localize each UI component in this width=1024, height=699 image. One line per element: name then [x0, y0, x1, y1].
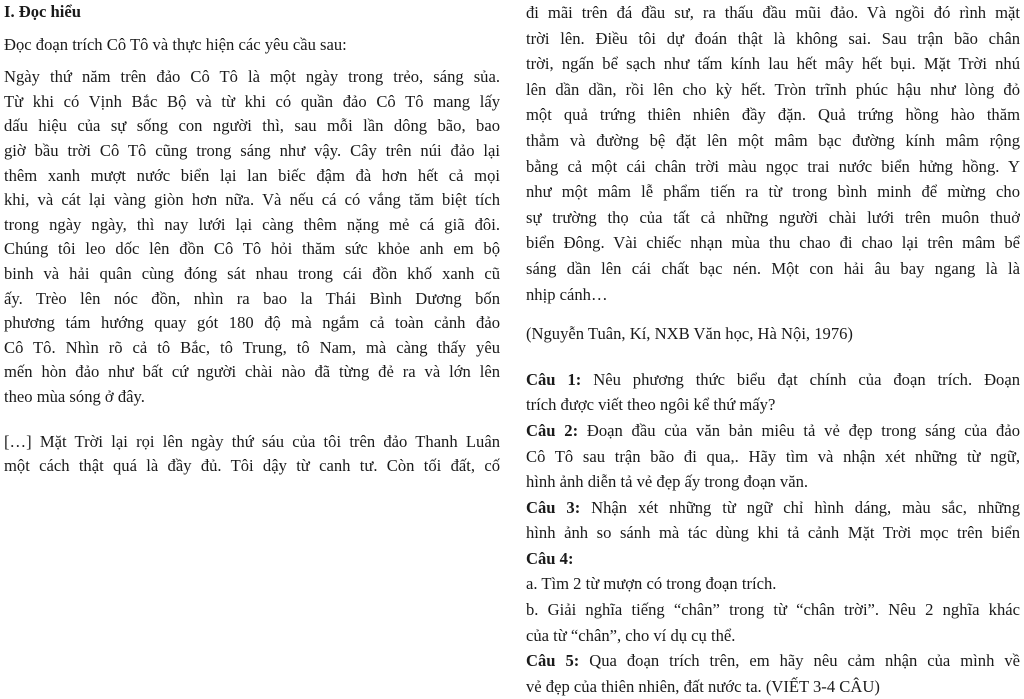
left-column: [4, 0, 500, 479]
passage-line: giờ bầu trời Cô Tô cũng trong sáng như vậy. Cây trên núi đảo lại: [4, 140, 500, 160]
question-text: hình ảnh so sánh mà tác dùng khi tả cảnh Mặt Trời mọc trên biển: [526, 523, 1020, 543]
question-label: Câu 1:: [526, 369, 582, 389]
passage-line: Chúng tôi leo dốc lên đồn Cô Tô hỏi thăm sức khỏe anh em bộ: [4, 239, 500, 259]
passage-line: bằng cả một cái chân trời màu ngọc trai nước biển hửng hồng. Y: [526, 156, 1020, 176]
passage-line: Ngày thứ năm trên đảo Cô Tô là một ngày trong trẻo, sáng sủa.: [4, 67, 500, 87]
passage-line: khi, và cát lại vàng giòn hơn nữa. Và nếu cá có vắng tăm biệt tích: [4, 190, 500, 210]
question-5: [526, 648, 1020, 699]
question-text: Cô Tô sau trận bão đi qua,. Hãy tìm và nhận xét những từ ngữ,: [526, 446, 1020, 466]
passage-paragraph-2: [4, 430, 500, 479]
question-text: Qua đoạn trích trên, em hãy nêu cảm nhận của mình về: [579, 651, 1020, 671]
passage-line: Cô Tô. Nhìn rõ cả tô Bắc, tô Trung, tô Nam, mà càng thấy yêu: [4, 337, 500, 357]
passage-line: một quả trứng thiên nhiên đầy đặn. Quả trứng hồng hào thăm: [526, 105, 1020, 125]
question-4: [526, 546, 1020, 648]
passage-line: Từ khi có Vịnh Bắc Bộ và từ khi có quần đảo Cô Tô mang lấy: [4, 91, 500, 111]
passage-line: thêm xanh mượt nước biển lại lan biếc đậm đà hơn hết cả mọi: [4, 165, 500, 185]
passage-line: đi mãi trên đá đầu sư, ra thấu đầu mũi đảo. Và ngồi đó rình mặt: [526, 3, 1020, 22]
instruction-text: Đọc đoạn trích Cô Tô và thực hiện các yêu cầu sau:: [4, 34, 347, 54]
passage-line: sự trường thọ của tất cả những người chài lưới trên muôn thuở: [526, 207, 1020, 227]
question-text: b. Giải nghĩa tiếng “chân” trong từ “chân trời”. Nêu 2 nghĩa khác: [526, 600, 1020, 620]
passage-line: thẳm và đường bệ đặt lên một mâm bạc đường kính mâm rộng: [526, 130, 1020, 150]
passage-line: mến hòn đảo như bất cứ người chài nào đã từng đẻ ra và lớn lên: [4, 362, 500, 382]
passage-line: ấy. Trèo lên nóc đồn, nhìn ra bao la Thái Bình Dương bốn: [4, 288, 500, 308]
question-label: Câu 4:: [526, 548, 574, 568]
section-heading: I. Đọc hiểu: [4, 2, 81, 21]
question-3: [526, 495, 1020, 546]
passage-line: sáng dần lên cái chất bạc nén. Một con hải âu bay ngang là là: [526, 258, 1020, 278]
passage-line: lên dần dần, rồi lên cho kỳ hết. Tròn trĩnh phúc hậu như lòng đỏ: [526, 79, 1020, 99]
question-2: [526, 418, 1020, 495]
question-text: Nhận xét những từ ngữ chỉ hình dáng, màu sắc, những: [580, 497, 1020, 517]
question-1: [526, 367, 1020, 418]
passage-line: trời, ngấn bể sạch như tấm kính lau hết mây hết bụi. Mặt Trời nhú: [526, 54, 1020, 74]
passage-line: nhịp cánh…: [526, 284, 608, 304]
question-text: Đoạn đầu của văn bản miêu tả vẻ đẹp trong sáng của đảo: [578, 420, 1020, 440]
question-label: Câu 3:: [526, 497, 581, 517]
passage-line: như một mâm lễ phẩm tiến ra từ trong bình minh để mừng cho: [526, 182, 1020, 202]
passage-line: dấu hiệu của sự sống con người thì, sau mỗi lần dông bão, bao: [4, 116, 500, 136]
question-label: Câu 2:: [526, 420, 579, 440]
question-text: hình ảnh diễn tả vẻ đẹp ấy trong đoạn văn.: [526, 472, 809, 492]
passage-line: biển Đông. Vài chiếc nhạn mùa thu chao đi chao lại trên mâm bể: [526, 233, 1020, 253]
question-text: a. Tìm 2 từ mượn có trong đoạn trích.: [526, 574, 777, 594]
passage-paragraph-1: [4, 65, 500, 409]
question-text: trích được viết theo ngôi kể thứ mấy?: [526, 395, 776, 415]
question-text: vẻ đẹp của thiên nhiên, đất nước ta. (VIẾT 3-4 CÂU): [526, 676, 880, 696]
right-column: [526, 0, 1020, 699]
passage-line: trời lên. Điều tôi dự đoán thật là không sai. Sau trận bão chân: [526, 28, 1020, 48]
passage-line: phương tám hướng quay gót 180 độ mà ngắm cả toàn cảnh đảo: [4, 313, 500, 333]
passage-line: một cách thật quá là đầy đủ. Tôi dậy từ canh tư. Còn tối đất, cố: [4, 456, 500, 476]
passage-continuation: [526, 0, 1020, 307]
question-label: Câu 5:: [526, 651, 580, 671]
passage-line: binh và hải quân cùng đóng sát nhau trong cái đồn khố xanh cũ: [4, 263, 500, 283]
passage-line: trong ngày ngày, thì nay lưới lại càng thêm nặng mẻ cá giã đôi.: [4, 214, 500, 234]
source-citation: (Nguyễn Tuân, Kí, NXB Văn học, Hà Nội, 1976): [526, 324, 853, 344]
passage-line: […] Mặt Trời lại rọi lên ngày thứ sáu của tôi trên đảo Thanh Luân: [4, 431, 500, 451]
question-text: Nêu phương thức biểu đạt chính của đoạn trích. Đoạn: [581, 369, 1020, 389]
passage-line: theo mùa sóng ở đây.: [4, 386, 145, 406]
question-text: của từ “chân”, cho ví dụ cụ thể.: [526, 625, 736, 645]
